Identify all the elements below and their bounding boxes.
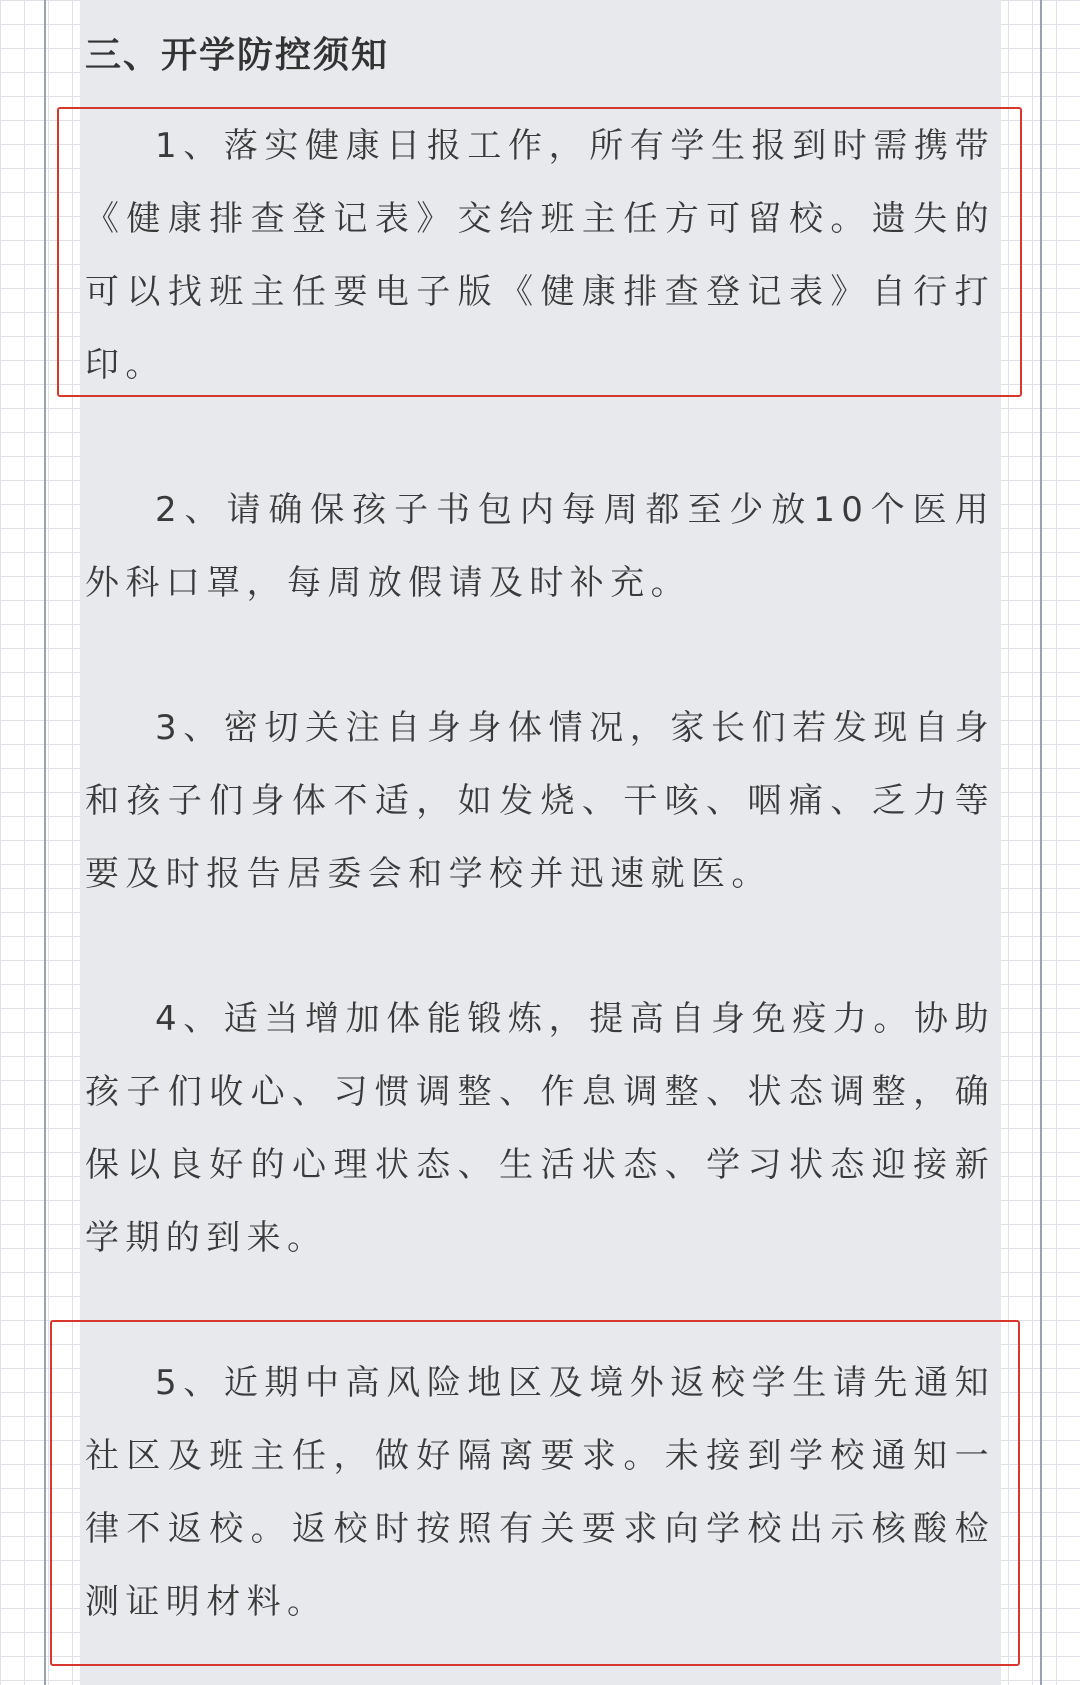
notice-item-1: 1、落实健康日报工作，所有学生报到时需携带《健康排查登记表》交给班主任方可留校。遗失的可以找班主任要电子版《健康排查登记表》自行打印。 [85, 126, 995, 385]
paragraph-spacer [85, 620, 995, 692]
left-frame-line [44, 0, 46, 1685]
notice-item-5: 5、近期中高风险地区及境外返校学生请先通知社区及班主任，做好隔离要求。未接到学校通知一律不返校。返校时按照有关要求向学校出示核酸检测证明材料。 [85, 1363, 995, 1622]
right-frame-line [1040, 0, 1042, 1685]
article-body [85, 28, 995, 1639]
notice-item-4: 4、适当增加体能锻炼，提高自身免疫力。协助孩子们收心、习惯调整、作息调整、状态调整，确保以良好的心理状态、生活状态、学习状态迎接新学期的到来。 [85, 999, 995, 1258]
notice-item-2: 2、请确保孩子书包内每周都至少放10个医用外科口罩，每周放假请及时补充。 [85, 490, 995, 603]
paragraph-spacer [85, 1275, 995, 1347]
paragraph-spacer [85, 402, 995, 474]
section-heading: 三、开学防控须知 [85, 35, 390, 76]
paragraph-spacer [85, 911, 995, 983]
notice-item-3: 3、密切关注自身身体情况，家长们若发现自身和孩子们身体不适，如发烧、干咳、咽痛、乏力等要及时报告居委会和学校并迅速就医。 [85, 708, 995, 894]
